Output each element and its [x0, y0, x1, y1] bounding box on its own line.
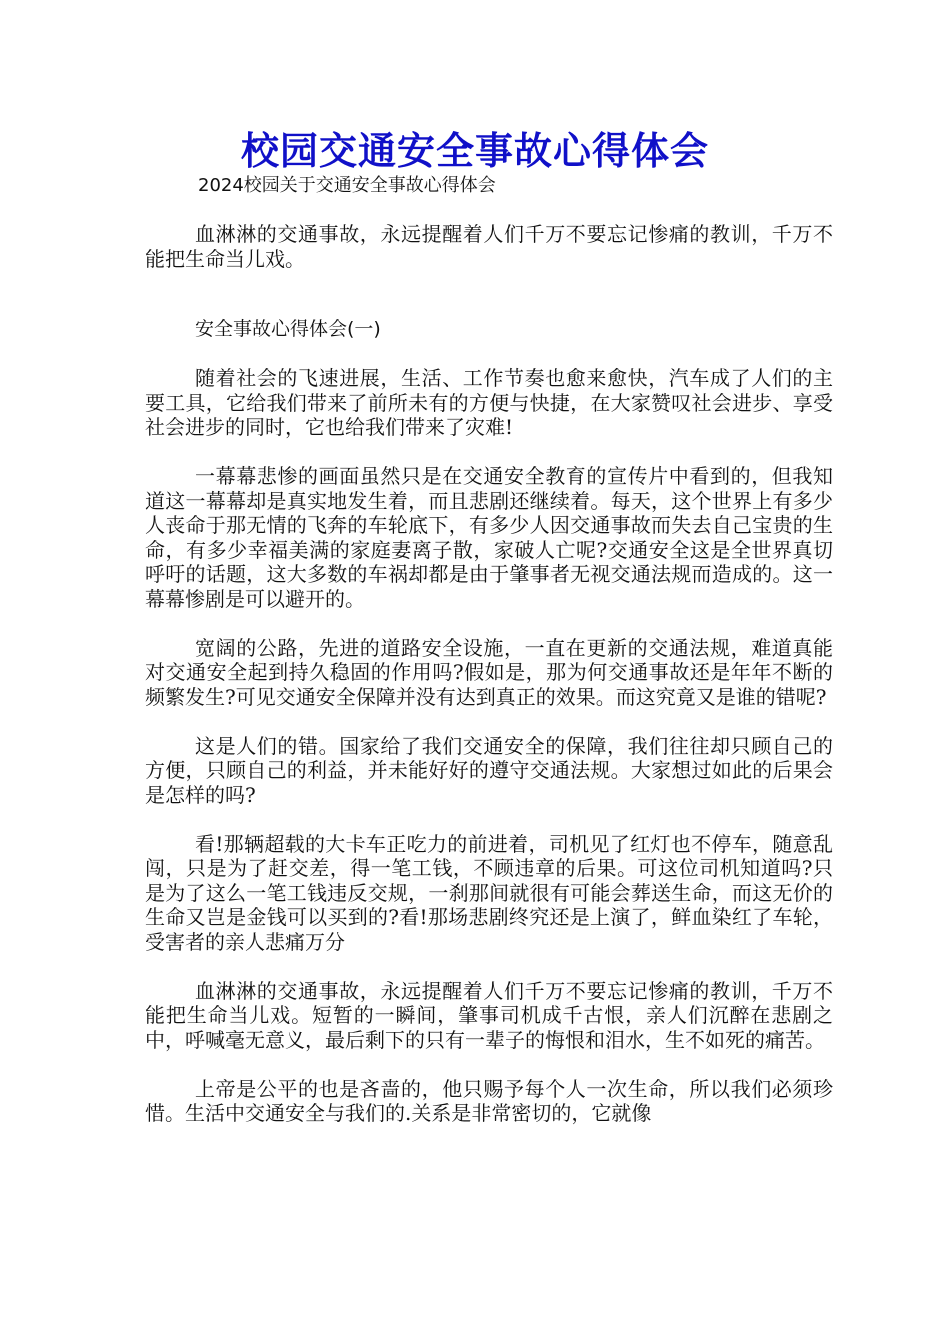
- document-body: [145, 222, 833, 1150]
- paragraph: 血淋淋的交通事故，永远提醒着人们千万不要忘记惨痛的教训，千万不能把生命当儿戏。短暂的一瞬间，肇事司机成千古恨，亲人们沉醉在悲剧之中，呼喊毫无意义，最后剩下的只有一辈子的悔恨和泪水，生不如死的痛苦。: [145, 978, 833, 1052]
- document-subtitle: 2024校园关于交通安全事故心得体会: [198, 175, 496, 196]
- paragraph-intro: 血淋淋的交通事故，永远提醒着人们千万不要忘记惨痛的教训，千万不能把生命当儿戏。: [145, 222, 833, 271]
- paragraph: 这是人们的错。国家给了我们交通安全的保障，我们往往却只顾自己的方便，只顾自己的利益，并未能好好的遵守交通法规。大家想过如此的后果会是怎样的吗?: [145, 733, 833, 807]
- section-heading: 安全事故心得体会(一): [195, 318, 381, 340]
- paragraph: 上帝是公平的也是吝啬的，他只赐予每个人一次生命，所以我们必须珍惜。生活中交通安全与我们的.关系是非常密切的，它就像: [145, 1076, 833, 1125]
- paragraph: 看!那辆超载的大卡车正吃力的前进着，司机见了红灯也不停车，随意乱闯，只是为了赶交差，得一笔工钱，不顾违章的后果。可这位司机知道吗?只是为了这么一笔工钱违反交规，一刹那间就很有可能会葬送生命，而这无价的生命又岂是金钱可以买到的?看!那场悲剧终究还是上演了，鲜血染红了车轮，受害者的亲人悲痛万分: [145, 831, 833, 954]
- paragraph: 宽阔的公路，先进的道路安全设施，一直在更新的交通法规，难道真能对交通安全起到持久稳固的作用吗?假如是，那为何交通事故还是年年不断的频繁发生?可见交通安全保障并没有达到真正的效果。而这究竟又是谁的错呢?: [145, 635, 833, 709]
- document-title: 校园交通安全事故心得体会: [240, 128, 709, 173]
- paragraph: 随着社会的飞速进展，生活、工作节奏也愈来愈快，汽车成了人们的主要工具，它给我们带来了前所未有的方便与快捷，在大家赞叹社会进步、享受社会进步的同时，它也给我们带来了灾难!: [145, 366, 833, 439]
- paragraph: 一幕幕悲惨的画面虽然只是在交通安全教育的宣传片中看到的，但我知道这一幕幕却是真实地发生着，而且悲剧还继续着。每天，这个世界上有多少人丧命于那无情的飞奔的车轮底下，有多少人因交通事故而失去自己宝贵的生命，有多少幸福美满的家庭妻离子散，家破人亡呢?交通安全这是全世界真切呼吁的话题，这大多数的车祸却都是由于肇事者无视交通法规而造成的。这一幕幕惨剧是可以避开的。: [145, 464, 833, 611]
